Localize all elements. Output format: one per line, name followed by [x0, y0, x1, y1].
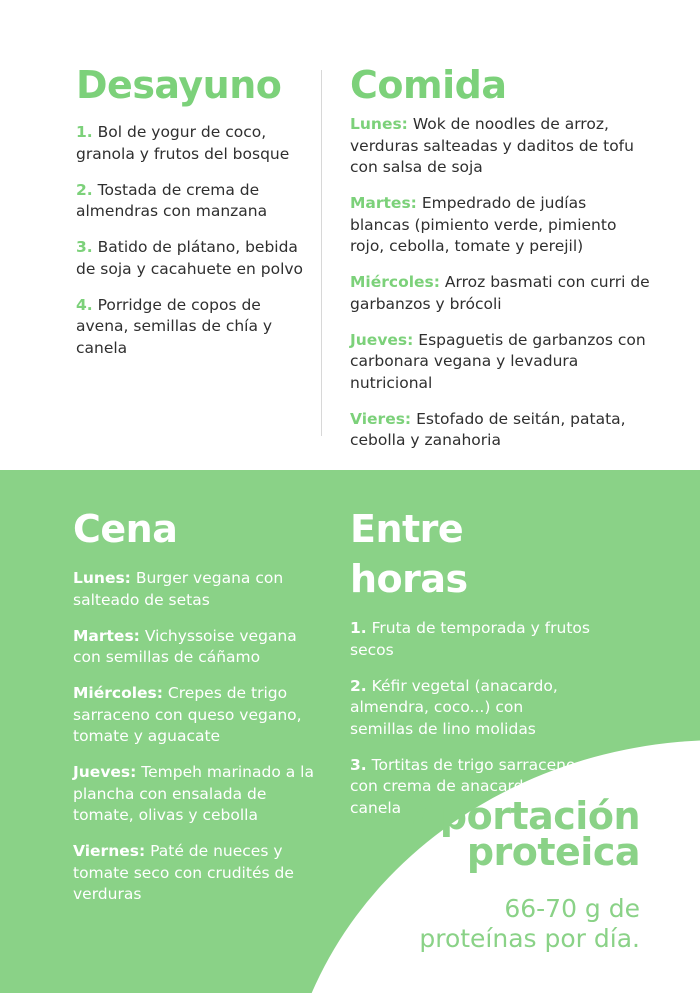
cena-item: [73, 568, 323, 611]
desayuno-title: Desayuno: [76, 63, 282, 107]
item-day: Martes:: [350, 194, 417, 212]
item-day: Vieres:: [350, 409, 412, 428]
item-text: Burger vegana con salteado de setas: [73, 569, 284, 609]
item-day: Viernes:: [73, 842, 146, 860]
comida-item: [350, 114, 650, 179]
aportacion-value: [320, 894, 640, 954]
item-number: 1.: [76, 123, 93, 141]
aportacion-title-line1: Aportación: [411, 794, 640, 838]
item-day: Miércoles:: [350, 273, 440, 291]
cena-item: [73, 762, 323, 827]
top-section: [0, 0, 700, 470]
item-text: Tempeh marinado a la plancha con ensalada de tomate, olivas y cebolla: [73, 763, 314, 824]
aportacion-text-line2: proteínas por día.: [419, 924, 640, 953]
cena-item: [73, 841, 323, 906]
desayuno-item: [76, 122, 308, 165]
comida-column: [350, 60, 650, 466]
column-divider: [321, 70, 322, 436]
item-text: Paté de nueces y tomate seco con crudités de verduras: [73, 842, 294, 903]
desayuno-item: [76, 180, 308, 223]
comida-title: Comida: [350, 63, 507, 107]
item-day: Lunes:: [350, 115, 408, 133]
entre-horas-column: [350, 504, 590, 834]
item-text: Batido de plátano, bebida de soja y cacahuete en polvo: [76, 238, 304, 278]
bottom-section: [0, 470, 700, 993]
entre-horas-item: [350, 676, 590, 741]
item-number: 3.: [350, 755, 367, 774]
item-text: Tortitas de trigo sarraceno con crema de anacardo y canela: [350, 755, 576, 817]
item-text: Estofado de seitán, patata, cebolla y zanahoria: [350, 409, 626, 449]
aportacion-title-line2: proteica: [466, 830, 640, 874]
item-text: Porridge de copos de avena, semillas de chía y canela: [76, 295, 273, 357]
cena-column: [73, 504, 323, 920]
item-text: Fruta de temporada y frutos secos: [350, 619, 590, 659]
item-number: 3.: [76, 238, 93, 256]
desayuno-column: [76, 60, 308, 374]
item-text: Vichyssoise vegana con semillas de cáñamo: [73, 626, 297, 666]
item-text: Tostada de crema de almendras con manzana: [76, 180, 268, 220]
item-text: Kéfir vegetal (anacardo, almendra, coco...) con semillas de lino molidas: [350, 676, 558, 738]
comida-item: [350, 193, 650, 258]
item-day: Jueves:: [73, 763, 137, 781]
item-text: Arroz basmati con curri de garbanzos y brócoli: [350, 273, 650, 313]
item-number: 4.: [76, 295, 93, 314]
comida-item: [350, 272, 650, 315]
aportacion-proteica-block: [320, 794, 640, 954]
entre-horas-title: Entre horas: [350, 507, 468, 601]
item-day: Martes:: [73, 626, 140, 645]
aportacion-title: [320, 794, 640, 874]
item-text: Crepes de trigo sarraceno con queso vegano, tomate y aguacate: [73, 684, 302, 745]
entre-horas-item: [350, 618, 590, 661]
cena-title: Cena: [73, 507, 178, 551]
item-day: Lunes:: [73, 569, 131, 587]
item-day: Jueves:: [350, 330, 414, 349]
desayuno-item: [76, 237, 308, 280]
item-number: 2.: [350, 676, 367, 695]
cena-item: [73, 683, 323, 748]
item-day: Miércoles:: [73, 684, 163, 702]
cena-item: [73, 626, 323, 669]
aportacion-text-line1: 66-70 g de: [504, 894, 640, 923]
item-text: Empedrado de judías blancas (pimiento verde, pimiento rojo, cebolla, tomate y perejil): [350, 194, 617, 255]
comida-item: [350, 330, 650, 395]
desayuno-item: [76, 295, 308, 360]
item-text: Espaguetis de garbanzos con carbonara vegana y levadura nutricional: [350, 330, 646, 392]
item-text: Bol de yogur de coco, granola y frutos del bosque: [76, 123, 290, 163]
item-number: 2.: [76, 180, 93, 199]
item-text: Wok de noodles de arroz, verduras salteadas y daditos de tofu con salsa de soja: [350, 115, 634, 176]
comida-item: [350, 409, 650, 452]
item-number: 1.: [350, 619, 367, 637]
